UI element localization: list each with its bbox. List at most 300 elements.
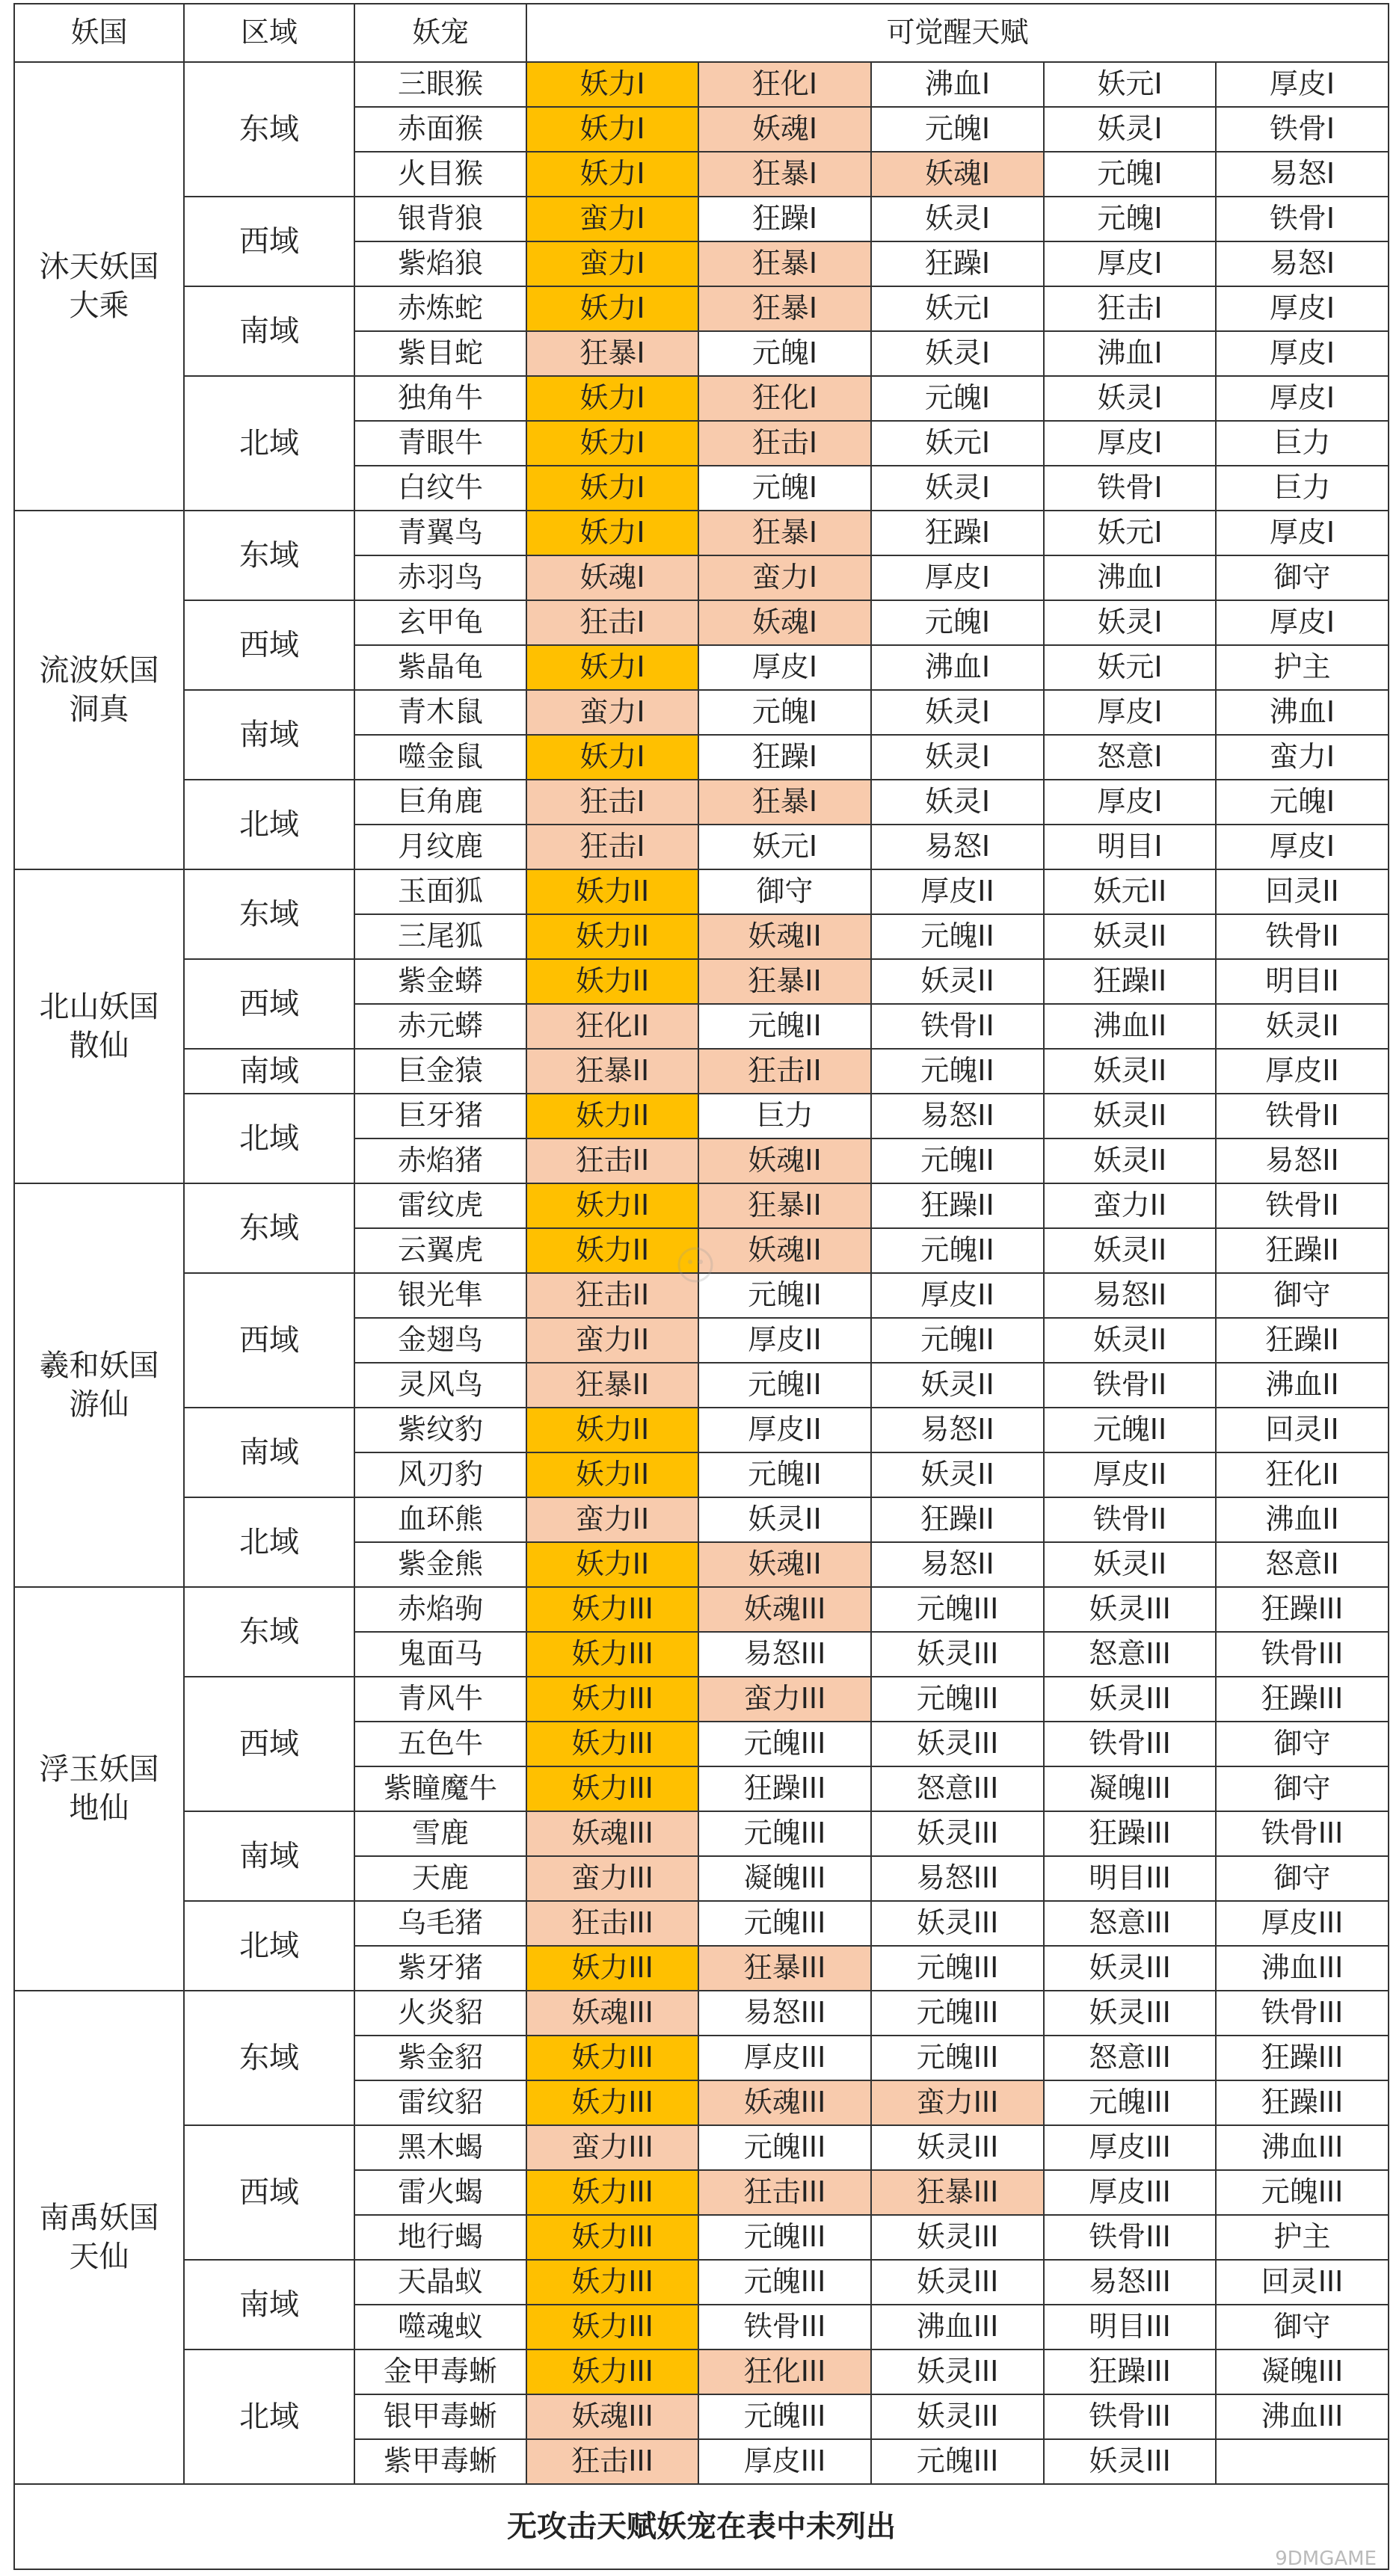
talent-cell: 妖灵III bbox=[871, 1632, 1044, 1677]
talent-cell: 妖灵II bbox=[1044, 1318, 1216, 1363]
talent-cell: 妖灵III bbox=[871, 2125, 1044, 2170]
talent-cell: 妖灵II bbox=[1044, 914, 1216, 959]
talent-cell: 回灵II bbox=[1216, 1408, 1389, 1452]
talent-cell: 蛮力II bbox=[526, 1497, 698, 1542]
pet-name-cell: 赤元蟒 bbox=[354, 1004, 526, 1049]
talent-cell: 妖魂II bbox=[698, 1138, 871, 1183]
talent-cell: 沸血I bbox=[871, 645, 1044, 690]
talent-cell: 御守 bbox=[698, 869, 871, 914]
talent-cell: 狂化II bbox=[526, 1004, 698, 1049]
talent-cell: 妖力II bbox=[526, 869, 698, 914]
talent-cell: 狂化II bbox=[1216, 1452, 1389, 1497]
header-pet: 妖宠 bbox=[354, 4, 526, 62]
talent-cell: 妖力I bbox=[526, 421, 698, 466]
talent-cell: 狂化I bbox=[698, 376, 871, 421]
talent-cell: 元魄III bbox=[1044, 2080, 1216, 2125]
talent-cell: 蛮力III bbox=[526, 2125, 698, 2170]
talent-cell: 妖力II bbox=[526, 1452, 698, 1497]
talent-cell: 铁骨II bbox=[1216, 914, 1389, 959]
talent-cell: 护主 bbox=[1216, 645, 1389, 690]
talent-cell: 狂躁III bbox=[698, 1766, 871, 1811]
kingdom-name-line: 散仙 bbox=[69, 1029, 129, 1063]
talent-cell: 易怒III bbox=[698, 1632, 871, 1677]
talent-cell: 蛮力III bbox=[871, 2080, 1044, 2125]
talent-cell: 元魄I bbox=[698, 466, 871, 511]
table-row bbox=[14, 2260, 1389, 2305]
talent-cell: 易怒I bbox=[871, 825, 1044, 869]
talent-cell: 妖灵I bbox=[1044, 107, 1216, 152]
kingdom-cell bbox=[14, 62, 184, 511]
kingdom-name-line: 地仙 bbox=[69, 1791, 129, 1825]
pet-name-cell: 紫金貂 bbox=[354, 2036, 526, 2080]
talent-cell: 元魄III bbox=[871, 1677, 1044, 1722]
talent-cell: 妖灵II bbox=[1044, 1049, 1216, 1094]
talent-cell: 狂躁III bbox=[1216, 1677, 1389, 1722]
talent-cell: 元魄III bbox=[698, 2394, 871, 2439]
header-region: 区域 bbox=[184, 4, 354, 62]
talent-cell: 妖元I bbox=[871, 286, 1044, 331]
pet-name-cell: 赤炼蛇 bbox=[354, 286, 526, 331]
talent-cell: 妖元I bbox=[1044, 511, 1216, 555]
talent-cell: 沸血I bbox=[871, 62, 1044, 107]
talent-cell: 元魄III bbox=[1216, 2170, 1389, 2215]
talent-cell: 妖魂I bbox=[526, 555, 698, 600]
talent-cell: 易怒II bbox=[871, 1094, 1044, 1138]
table-row bbox=[14, 286, 1389, 331]
talent-cell: 妖灵III bbox=[871, 1811, 1044, 1856]
talent-cell: 妖灵I bbox=[871, 466, 1044, 511]
talent-cell: 铁骨II bbox=[1044, 1497, 1216, 1542]
talent-cell: 妖灵I bbox=[871, 780, 1044, 825]
talent-cell: 狂暴I bbox=[526, 331, 698, 376]
talent-cell: 妖灵III bbox=[871, 2349, 1044, 2394]
pet-name-cell: 玉面狐 bbox=[354, 869, 526, 914]
talent-cell: 厚皮III bbox=[1044, 2125, 1216, 2170]
talent-cell: 厚皮II bbox=[871, 1273, 1044, 1318]
talent-cell: 狂躁I bbox=[871, 241, 1044, 286]
table-row bbox=[14, 690, 1389, 735]
talent-cell: 妖力I bbox=[526, 107, 698, 152]
talent-cell: 铁骨III bbox=[698, 2305, 871, 2349]
talent-cell: 厚皮I bbox=[1044, 690, 1216, 735]
region-cell: 南域 bbox=[184, 2260, 354, 2349]
region-cell: 西域 bbox=[184, 197, 354, 286]
talent-cell: 妖灵III bbox=[871, 1901, 1044, 1946]
talent-cell: 沸血II bbox=[1216, 1497, 1389, 1542]
pet-name-cell: 紫甲毒蜥 bbox=[354, 2439, 526, 2484]
talent-cell: 怒意I bbox=[1044, 735, 1216, 780]
talent-cell: 狂躁III bbox=[1216, 2080, 1389, 2125]
talent-cell: 妖魂III bbox=[698, 2080, 871, 2125]
talent-cell: 易怒III bbox=[871, 1856, 1044, 1901]
talent-cell: 怒意II bbox=[1216, 1542, 1389, 1587]
talent-cell: 妖元I bbox=[1044, 62, 1216, 107]
talent-cell: 御守 bbox=[1216, 2305, 1389, 2349]
talent-cell: 狂躁III bbox=[1044, 1811, 1216, 1856]
talent-cell: 沸血III bbox=[1216, 2125, 1389, 2170]
talent-cell: 元魄II bbox=[871, 1318, 1044, 1363]
talent-cell: 狂暴II bbox=[698, 959, 871, 1004]
talent-cell: 元魄II bbox=[871, 1049, 1044, 1094]
region-cell: 西域 bbox=[184, 2125, 354, 2260]
region-cell: 北域 bbox=[184, 1094, 354, 1183]
talent-cell: 妖力I bbox=[526, 466, 698, 511]
talent-cell: 妖力II bbox=[526, 1408, 698, 1452]
talent-cell: 妖灵III bbox=[871, 2260, 1044, 2305]
kingdom-name-line: 北山妖国 bbox=[39, 990, 159, 1024]
talent-cell: 回灵II bbox=[1216, 869, 1389, 914]
talent-cell: 明目I bbox=[1044, 825, 1216, 869]
pet-name-cell: 紫瞳魔牛 bbox=[354, 1766, 526, 1811]
pet-name-cell: 青翼鸟 bbox=[354, 511, 526, 555]
talent-cell: 凝魄III bbox=[698, 1856, 871, 1901]
talent-cell: 妖力II bbox=[526, 1228, 698, 1273]
pet-name-cell: 银甲毒蜥 bbox=[354, 2394, 526, 2439]
talent-cell: 狂击II bbox=[526, 1138, 698, 1183]
talent-cell: 铁骨III bbox=[1044, 2215, 1216, 2260]
talent-cell: 明目II bbox=[1216, 959, 1389, 1004]
talent-cell: 元魄I bbox=[698, 331, 871, 376]
talent-cell: 沸血I bbox=[1044, 555, 1216, 600]
talent-cell: 蛮力II bbox=[1044, 1183, 1216, 1228]
pet-name-cell: 赤面猴 bbox=[354, 107, 526, 152]
region-cell: 西域 bbox=[184, 959, 354, 1049]
talent-cell: 元魄I bbox=[1044, 197, 1216, 241]
table-row bbox=[14, 1049, 1389, 1094]
talent-cell: 元魄II bbox=[698, 1273, 871, 1318]
talent-cell: 妖力III bbox=[526, 1587, 698, 1632]
talent-cell: 妖力II bbox=[526, 914, 698, 959]
kingdom-name-line: 游仙 bbox=[69, 1387, 129, 1422]
pet-name-cell: 青眼牛 bbox=[354, 421, 526, 466]
talent-cell: 易怒II bbox=[871, 1542, 1044, 1587]
region-cell: 北域 bbox=[184, 780, 354, 869]
pet-name-cell: 紫金蟒 bbox=[354, 959, 526, 1004]
talent-cell: 易怒II bbox=[871, 1408, 1044, 1452]
pet-name-cell: 独角牛 bbox=[354, 376, 526, 421]
region-cell: 北域 bbox=[184, 1497, 354, 1587]
talent-cell: 元魄III bbox=[698, 1722, 871, 1766]
talent-cell: 妖魂III bbox=[526, 2394, 698, 2439]
table-row bbox=[14, 1901, 1389, 1946]
talent-cell: 妖力I bbox=[526, 645, 698, 690]
pet-name-cell: 紫牙猪 bbox=[354, 1946, 526, 1991]
talent-cell: 厚皮III bbox=[698, 2036, 871, 2080]
talent-cell: 妖力III bbox=[526, 2260, 698, 2305]
talent-cell: 妖力I bbox=[526, 152, 698, 197]
watermark-text: 9DMGAME bbox=[1275, 2548, 1377, 2570]
talent-cell: 妖力III bbox=[526, 2170, 698, 2215]
table-row bbox=[14, 1811, 1389, 1856]
talent-cell: 狂击III bbox=[526, 1901, 698, 1946]
pet-name-cell: 赤焰猪 bbox=[354, 1138, 526, 1183]
talent-cell: 狂击I bbox=[526, 600, 698, 645]
pet-name-cell: 雪鹿 bbox=[354, 1811, 526, 1856]
talent-cell: 沸血II bbox=[1044, 1004, 1216, 1049]
talent-cell: 狂躁I bbox=[698, 197, 871, 241]
talent-cell: 妖力I bbox=[526, 735, 698, 780]
talent-cell: 厚皮I bbox=[1216, 511, 1389, 555]
talent-cell: 蛮力I bbox=[526, 241, 698, 286]
talent-cell: 妖力III bbox=[526, 1632, 698, 1677]
region-cell: 东域 bbox=[184, 1991, 354, 2125]
pet-name-cell: 噬魂蚁 bbox=[354, 2305, 526, 2349]
talent-cell: 妖灵II bbox=[871, 1363, 1044, 1408]
region-cell: 东域 bbox=[184, 869, 354, 959]
region-cell: 东域 bbox=[184, 62, 354, 197]
kingdom-cell bbox=[14, 1587, 184, 1991]
talent-cell: 狂躁II bbox=[1216, 1318, 1389, 1363]
talent-cell: 狂暴III bbox=[698, 1946, 871, 1991]
talent-cell: 妖力III bbox=[526, 2305, 698, 2349]
region-cell: 东域 bbox=[184, 1587, 354, 1677]
talent-cell: 妖元I bbox=[871, 421, 1044, 466]
pet-name-cell: 紫金熊 bbox=[354, 1542, 526, 1587]
talent-cell: 巨力 bbox=[1216, 466, 1389, 511]
talent-cell: 铁骨III bbox=[1216, 1632, 1389, 1677]
talent-cell: 妖灵III bbox=[871, 2394, 1044, 2439]
talent-cell: 狂击I bbox=[526, 825, 698, 869]
talent-cell: 狂暴II bbox=[526, 1363, 698, 1408]
talent-cell: 易怒II bbox=[1216, 1138, 1389, 1183]
talent-cell: 怒意III bbox=[871, 1766, 1044, 1811]
talent-cell: 厚皮III bbox=[1044, 2170, 1216, 2215]
kingdom-name-line: 羲和妖国 bbox=[39, 1349, 159, 1383]
talent-cell: 厚皮I bbox=[1044, 241, 1216, 286]
talent-cell: 元魄III bbox=[698, 1811, 871, 1856]
region-cell: 北域 bbox=[184, 1901, 354, 1991]
pet-name-cell: 赤羽鸟 bbox=[354, 555, 526, 600]
talent-cell: 狂击I bbox=[1044, 286, 1216, 331]
talent-cell: 妖灵II bbox=[871, 959, 1044, 1004]
talent-cell: 厚皮I bbox=[1044, 780, 1216, 825]
talent-cell: 厚皮I bbox=[871, 555, 1044, 600]
talent-cell: 沸血III bbox=[871, 2305, 1044, 2349]
talent-cell: 妖魂I bbox=[698, 600, 871, 645]
talent-cell: 回灵III bbox=[1216, 2260, 1389, 2305]
kingdom-name-line: 大乘 bbox=[69, 289, 129, 323]
table-row bbox=[14, 376, 1389, 421]
talent-cell: 元魄III bbox=[871, 2439, 1044, 2484]
talent-cell: 妖灵II bbox=[698, 1497, 871, 1542]
talent-cell: 铁骨II bbox=[1216, 1094, 1389, 1138]
pet-name-cell: 云翼虎 bbox=[354, 1228, 526, 1273]
talent-cell: 怒意III bbox=[1044, 2036, 1216, 2080]
talent-cell: 铁骨II bbox=[1044, 1363, 1216, 1408]
talent-cell: 凝魄III bbox=[1044, 1766, 1216, 1811]
talent-cell: 元魄II bbox=[698, 1452, 871, 1497]
table-row bbox=[14, 869, 1389, 914]
pet-name-cell: 血环熊 bbox=[354, 1497, 526, 1542]
talent-cell: 狂暴II bbox=[698, 1183, 871, 1228]
talent-cell: 怒意III bbox=[1044, 1632, 1216, 1677]
table-row bbox=[14, 1587, 1389, 1632]
talent-cell: 蛮力I bbox=[526, 690, 698, 735]
region-cell: 南域 bbox=[184, 1408, 354, 1497]
talent-cell: 御守 bbox=[1216, 1273, 1389, 1318]
talent-cell: 妖灵III bbox=[1044, 1677, 1216, 1722]
pet-name-cell: 风刃豹 bbox=[354, 1452, 526, 1497]
talent-cell: 蛮力III bbox=[698, 1677, 871, 1722]
talent-cell: 厚皮I bbox=[1216, 286, 1389, 331]
region-cell: 南域 bbox=[184, 690, 354, 780]
talent-cell: 妖魂III bbox=[526, 1811, 698, 1856]
talent-cell: 妖元II bbox=[1044, 869, 1216, 914]
table-row bbox=[14, 1677, 1389, 1722]
talent-cell: 蛮力III bbox=[526, 1856, 698, 1901]
talent-cell: 厚皮I bbox=[1216, 825, 1389, 869]
talent-cell: 妖魂I bbox=[871, 152, 1044, 197]
table-row bbox=[14, 511, 1389, 555]
talent-cell: 厚皮III bbox=[1216, 1901, 1389, 1946]
talent-cell: 妖灵II bbox=[1216, 1004, 1389, 1049]
talent-cell: 铁骨I bbox=[1044, 466, 1216, 511]
talent-cell: 妖灵III bbox=[1044, 1946, 1216, 1991]
kingdom-cell bbox=[14, 511, 184, 869]
talent-cell: 妖灵III bbox=[1044, 1587, 1216, 1632]
region-cell: 南域 bbox=[184, 1811, 354, 1901]
talent-cell: 元魄III bbox=[871, 1946, 1044, 1991]
table-row bbox=[14, 62, 1389, 107]
talent-cell: 狂击II bbox=[698, 1049, 871, 1094]
talent-cell: 妖灵II bbox=[871, 1452, 1044, 1497]
pet-name-cell: 巨角鹿 bbox=[354, 780, 526, 825]
talent-cell: 妖力III bbox=[526, 1722, 698, 1766]
talent-cell: 巨力 bbox=[698, 1094, 871, 1138]
talent-cell: 厚皮I bbox=[1216, 331, 1389, 376]
table-row bbox=[14, 780, 1389, 825]
talent-cell: 妖灵III bbox=[871, 1722, 1044, 1766]
pet-name-cell: 雷火蝎 bbox=[354, 2170, 526, 2215]
pet-name-cell: 天鹿 bbox=[354, 1856, 526, 1901]
talent-cell: 元魄I bbox=[1044, 152, 1216, 197]
talent-cell: 妖力II bbox=[526, 959, 698, 1004]
region-cell: 东域 bbox=[184, 1183, 354, 1273]
talent-cell: 元魄III bbox=[698, 2125, 871, 2170]
talent-cell: 巨力 bbox=[1216, 421, 1389, 466]
talent-cell: 妖元I bbox=[698, 825, 871, 869]
talent-cell: 铁骨I bbox=[1216, 197, 1389, 241]
talent-cell: 妖力III bbox=[526, 1677, 698, 1722]
pet-name-cell: 黑木蝎 bbox=[354, 2125, 526, 2170]
pet-name-cell: 天晶蚁 bbox=[354, 2260, 526, 2305]
talent-cell: 狂化I bbox=[698, 62, 871, 107]
pet-name-cell: 紫纹豹 bbox=[354, 1408, 526, 1452]
talent-cell: 铁骨III bbox=[1044, 1722, 1216, 1766]
talent-cell: 狂暴I bbox=[698, 241, 871, 286]
talent-cell: 妖灵III bbox=[1044, 1991, 1216, 2036]
pet-name-cell: 青风牛 bbox=[354, 1677, 526, 1722]
talent-cell: 妖魂III bbox=[526, 1991, 698, 2036]
pet-name-cell: 紫焰狼 bbox=[354, 241, 526, 286]
talent-cell: 妖力I bbox=[526, 286, 698, 331]
talent-cell: 厚皮I bbox=[1216, 376, 1389, 421]
talent-cell: 妖灵III bbox=[871, 2215, 1044, 2260]
talent-cell: 御守 bbox=[1216, 1766, 1389, 1811]
talent-cell: 铁骨III bbox=[1216, 1811, 1389, 1856]
talent-cell: 妖力III bbox=[526, 2349, 698, 2394]
pet-name-cell: 巨金猿 bbox=[354, 1049, 526, 1094]
talent-cell: 妖力III bbox=[526, 2080, 698, 2125]
kingdom-cell bbox=[14, 1991, 184, 2484]
talent-cell: 怒意III bbox=[1044, 1901, 1216, 1946]
talent-cell: 妖灵II bbox=[1044, 1094, 1216, 1138]
talent-cell: 狂暴I bbox=[698, 511, 871, 555]
pet-name-cell: 金翅鸟 bbox=[354, 1318, 526, 1363]
talent-cell: 狂躁II bbox=[1044, 959, 1216, 1004]
header-kingdom: 妖国 bbox=[14, 4, 184, 62]
talent-cell: 妖灵I bbox=[871, 690, 1044, 735]
talent-cell: 妖灵II bbox=[1044, 1138, 1216, 1183]
talent-cell: 厚皮II bbox=[698, 1408, 871, 1452]
pet-name-cell: 月纹鹿 bbox=[354, 825, 526, 869]
talent-cell: 厚皮II bbox=[871, 869, 1044, 914]
talent-cell: 铁骨III bbox=[1216, 1991, 1389, 2036]
talent-cell: 易怒II bbox=[1044, 1273, 1216, 1318]
header-row bbox=[14, 4, 1389, 62]
talent-cell: 狂躁III bbox=[1044, 2349, 1216, 2394]
talent-cell: 元魄II bbox=[698, 1363, 871, 1408]
talent-cell: 厚皮II bbox=[698, 1318, 871, 1363]
talent-cell: 元魄III bbox=[698, 2260, 871, 2305]
pet-name-cell: 雷纹虎 bbox=[354, 1183, 526, 1228]
talent-cell: 狂躁I bbox=[871, 511, 1044, 555]
kingdom-name-line: 天仙 bbox=[69, 2240, 129, 2274]
pet-name-cell: 白纹牛 bbox=[354, 466, 526, 511]
talent-cell: 易怒I bbox=[1216, 241, 1389, 286]
talent-cell: 狂击I bbox=[698, 421, 871, 466]
pet-name-cell: 火炎貂 bbox=[354, 1991, 526, 2036]
kingdom-name-line: 浮玉妖国 bbox=[39, 1752, 159, 1787]
pet-name-cell: 三尾狐 bbox=[354, 914, 526, 959]
talent-cell: 厚皮III bbox=[698, 2439, 871, 2484]
pet-name-cell: 火目猴 bbox=[354, 152, 526, 197]
talent-cell: 妖力II bbox=[526, 1542, 698, 1587]
talent-cell: 沸血II bbox=[1216, 1363, 1389, 1408]
talent-cell: 妖灵I bbox=[871, 331, 1044, 376]
talent-cell: 凝魄III bbox=[1216, 2349, 1389, 2394]
talent-cell: 妖魂II bbox=[698, 914, 871, 959]
table-row bbox=[14, 959, 1389, 1004]
pet-name-cell: 青木鼠 bbox=[354, 690, 526, 735]
talent-cell: 狂化III bbox=[698, 2349, 871, 2394]
talent-cell: 元魄II bbox=[698, 1004, 871, 1049]
talent-cell: 铁骨I bbox=[1216, 107, 1389, 152]
talent-cell: 妖力I bbox=[526, 376, 698, 421]
talent-cell: 沸血I bbox=[1044, 331, 1216, 376]
kingdom-name-line: 沐天妖国 bbox=[39, 250, 159, 284]
table-row bbox=[14, 197, 1389, 241]
header-talents: 可觉醒天赋 bbox=[526, 4, 1389, 62]
talent-cell: 铁骨II bbox=[871, 1004, 1044, 1049]
talent-cell: 厚皮II bbox=[1216, 1049, 1389, 1094]
region-cell: 北域 bbox=[184, 2349, 354, 2484]
region-cell: 南域 bbox=[184, 1049, 354, 1094]
talent-cell: 厚皮II bbox=[1044, 1452, 1216, 1497]
talent-cell: 狂躁III bbox=[1216, 1587, 1389, 1632]
talent-cell: 元魄I bbox=[1216, 780, 1389, 825]
talent-cell: 元魄I bbox=[698, 690, 871, 735]
talent-cell: 妖力II bbox=[526, 1094, 698, 1138]
talent-cell: 沸血III bbox=[1216, 2394, 1389, 2439]
talent-cell: 沸血III bbox=[1216, 1946, 1389, 1991]
talent-cell: 狂暴II bbox=[526, 1049, 698, 1094]
talent-cell: 御守 bbox=[1216, 1856, 1389, 1901]
talent-cell: 狂暴III bbox=[871, 2170, 1044, 2215]
talent-cell: 妖力III bbox=[526, 1946, 698, 1991]
talent-cell: 妖力II bbox=[526, 1183, 698, 1228]
table-row bbox=[14, 1183, 1389, 1228]
